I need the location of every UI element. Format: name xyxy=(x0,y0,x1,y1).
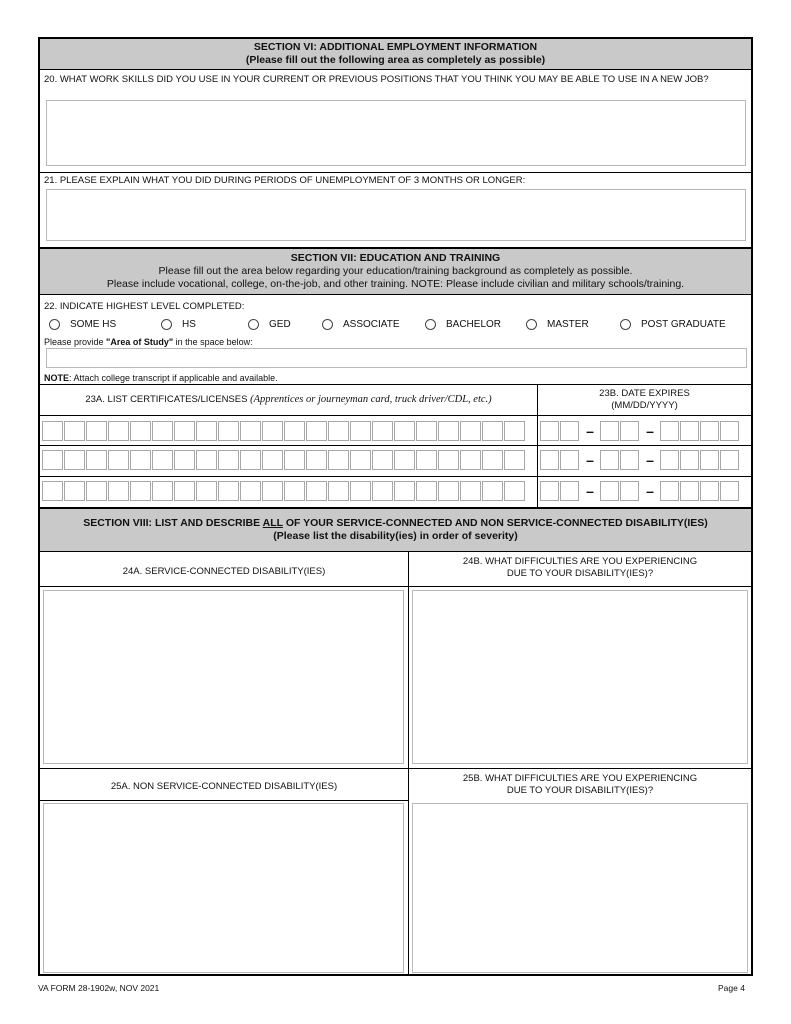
q21-label: 21. PLEASE EXPLAIN WHAT YOU DID DURING PERIODS OF UNEMPLOYMENT OF 3 MONTHS OR LONGER: xyxy=(44,175,526,186)
service-connected-disability-input[interactable] xyxy=(43,590,404,764)
day-digit-cell[interactable] xyxy=(620,481,639,501)
certificate-char-cell[interactable] xyxy=(130,421,151,441)
certificate-char-cell[interactable] xyxy=(350,421,371,441)
work-skills-input[interactable] xyxy=(46,100,746,166)
non-service-connected-disability-input[interactable] xyxy=(43,803,404,973)
year-digit-cell[interactable] xyxy=(720,421,739,441)
section8-subtitle: (Please list the disability(ies) in order of severity) xyxy=(273,530,518,542)
certificate-char-cell[interactable] xyxy=(86,481,107,501)
certificate-char-cell[interactable] xyxy=(328,450,349,470)
certificate-char-cell[interactable] xyxy=(86,450,107,470)
certificate-char-cell[interactable] xyxy=(174,421,195,441)
year-digit-cell[interactable] xyxy=(720,481,739,501)
certificate-char-cell[interactable] xyxy=(350,450,371,470)
section6-subtitle: (Please fill out the following area as completely as possible) xyxy=(245,54,546,66)
certificate-char-cell[interactable] xyxy=(504,481,525,501)
certificate-char-cell[interactable] xyxy=(218,481,239,501)
date-separator: – xyxy=(586,423,594,439)
month-digit-cell[interactable] xyxy=(560,421,579,441)
radio-master[interactable]: MASTER xyxy=(526,319,589,330)
section7-header xyxy=(40,249,751,294)
certificate-char-cell[interactable] xyxy=(218,450,239,470)
certificate-char-cell[interactable] xyxy=(262,481,283,501)
certificate-char-cell[interactable] xyxy=(284,421,305,441)
area-of-study-input[interactable] xyxy=(46,348,747,368)
certificate-row-3 xyxy=(42,481,526,501)
area-of-study-label: Please provide "Area of Study" in the space below: xyxy=(44,337,253,347)
form-page xyxy=(38,37,753,976)
date-separator: – xyxy=(646,452,654,468)
radio-circle-icon xyxy=(49,319,60,330)
radio-post-graduate[interactable]: POST GRADUATE xyxy=(620,319,726,330)
date-separator: – xyxy=(586,452,594,468)
section7-line2: Please include vocational, college, on-the-job, and other training. NOTE: Please include civilian and military schools/training. xyxy=(106,278,685,290)
day-digit-cell[interactable] xyxy=(600,421,619,441)
q22-label: 22. INDICATE HIGHEST LEVEL COMPLETED: xyxy=(44,301,245,312)
certificate-char-cell[interactable] xyxy=(262,450,283,470)
certificate-char-cell[interactable] xyxy=(328,421,349,441)
radio-circle-icon xyxy=(526,319,537,330)
section8-header xyxy=(40,509,751,551)
date-separator: – xyxy=(586,483,594,499)
certificate-char-cell[interactable] xyxy=(416,450,437,470)
date-expires-row-3 xyxy=(540,481,740,501)
certificate-char-cell[interactable] xyxy=(108,450,129,470)
certificate-char-cell[interactable] xyxy=(460,421,481,441)
date-expires-row-1 xyxy=(540,421,740,441)
certificate-char-cell[interactable] xyxy=(86,421,107,441)
year-digit-cell[interactable] xyxy=(660,450,679,470)
month-digit-cell[interactable] xyxy=(560,481,579,501)
radio-circle-icon xyxy=(161,319,172,330)
certificate-char-cell[interactable] xyxy=(130,450,151,470)
certificate-char-cell[interactable] xyxy=(240,421,261,441)
section8-title: SECTION VIII: LIST AND DESCRIBE ALL OF YOUR SERVICE-CONNECTED AND NON SERVICE-CONNECTED DISABILITY(IES) xyxy=(83,517,708,529)
date-separator: – xyxy=(646,423,654,439)
certificate-row-1 xyxy=(42,421,526,441)
certificate-char-cell[interactable] xyxy=(42,421,63,441)
radio-hs[interactable]: HS xyxy=(161,319,196,330)
certificate-char-cell[interactable] xyxy=(152,421,173,441)
month-digit-cell[interactable] xyxy=(540,481,559,501)
certificate-char-cell[interactable] xyxy=(152,450,173,470)
q23a-label: 23A. LIST CERTIFICATES/LICENSES (Apprentices or journeyman card, truck driver/CDL, etc.) xyxy=(85,394,492,405)
certificate-char-cell[interactable] xyxy=(108,421,129,441)
radio-associate[interactable]: ASSOCIATE xyxy=(322,319,400,330)
year-digit-cell[interactable] xyxy=(660,481,679,501)
certificate-char-cell[interactable] xyxy=(394,481,415,501)
day-digit-cell[interactable] xyxy=(600,481,619,501)
radio-ged[interactable]: GED xyxy=(248,319,291,330)
section6-title: SECTION VI: ADDITIONAL EMPLOYMENT INFORMATION xyxy=(253,41,538,53)
certificate-char-cell[interactable] xyxy=(416,481,437,501)
year-digit-cell[interactable] xyxy=(680,450,699,470)
certificate-char-cell[interactable] xyxy=(174,481,195,501)
unemployment-input[interactable] xyxy=(46,189,746,241)
year-digit-cell[interactable] xyxy=(660,421,679,441)
year-digit-cell[interactable] xyxy=(680,481,699,501)
certificate-char-cell[interactable] xyxy=(438,481,459,501)
month-digit-cell[interactable] xyxy=(540,450,559,470)
radio-circle-icon xyxy=(620,319,631,330)
certificate-char-cell[interactable] xyxy=(42,481,63,501)
certificate-char-cell[interactable] xyxy=(372,421,393,441)
certificate-char-cell[interactable] xyxy=(394,450,415,470)
certificate-char-cell[interactable] xyxy=(438,450,459,470)
radio-circle-icon xyxy=(248,319,259,330)
certificate-char-cell[interactable] xyxy=(240,450,261,470)
certificate-char-cell[interactable] xyxy=(196,421,217,441)
month-digit-cell[interactable] xyxy=(540,421,559,441)
certificate-char-cell[interactable] xyxy=(504,450,525,470)
certificate-char-cell[interactable] xyxy=(196,450,217,470)
certificate-char-cell[interactable] xyxy=(306,450,327,470)
certificate-char-cell[interactable] xyxy=(482,481,503,501)
certificate-char-cell[interactable] xyxy=(504,421,525,441)
certificate-char-cell[interactable] xyxy=(262,421,283,441)
day-digit-cell[interactable] xyxy=(620,421,639,441)
page-number: Page 4 xyxy=(718,983,745,993)
certificate-char-cell[interactable] xyxy=(42,450,63,470)
day-digit-cell[interactable] xyxy=(620,450,639,470)
radio-circle-icon xyxy=(322,319,333,330)
certificate-char-cell[interactable] xyxy=(130,481,151,501)
certificate-char-cell[interactable] xyxy=(460,481,481,501)
service-connected-difficulties-input[interactable] xyxy=(412,590,748,764)
certificate-char-cell[interactable] xyxy=(482,421,503,441)
q24a-label: 24A. SERVICE-CONNECTED DISABILITY(IES) xyxy=(122,566,326,577)
certificate-char-cell[interactable] xyxy=(306,421,327,441)
certificate-char-cell[interactable] xyxy=(64,421,85,441)
certificate-char-cell[interactable] xyxy=(174,450,195,470)
certificate-row-2 xyxy=(42,450,526,470)
certificate-char-cell[interactable] xyxy=(416,421,437,441)
year-digit-cell[interactable] xyxy=(700,450,719,470)
certificate-char-cell[interactable] xyxy=(284,481,305,501)
month-digit-cell[interactable] xyxy=(560,450,579,470)
certificate-char-cell[interactable] xyxy=(328,481,349,501)
education-level-options xyxy=(49,319,749,333)
certificate-char-cell[interactable] xyxy=(394,421,415,441)
certificate-char-cell[interactable] xyxy=(284,450,305,470)
form-id: VA FORM 28-1902w, NOV 2021 xyxy=(38,983,160,993)
certificate-char-cell[interactable] xyxy=(240,481,261,501)
certificate-char-cell[interactable] xyxy=(108,481,129,501)
section7-title: SECTION VII: EDUCATION AND TRAINING xyxy=(290,252,501,264)
certificate-char-cell[interactable] xyxy=(196,481,217,501)
q25a-label: 25A. NON SERVICE-CONNECTED DISABILITY(IES) xyxy=(110,781,338,792)
q23b-label: 23B. DATE EXPIRES (MM/DD/YYYY) xyxy=(599,388,690,411)
section7-line1: Please fill out the area below regarding your education/training background as completely as possible. xyxy=(158,265,633,277)
certificate-char-cell[interactable] xyxy=(350,481,371,501)
certificate-char-cell[interactable] xyxy=(482,450,503,470)
certificate-char-cell[interactable] xyxy=(152,481,173,501)
year-digit-cell[interactable] xyxy=(720,450,739,470)
radio-circle-icon xyxy=(425,319,436,330)
section6-header xyxy=(40,39,751,69)
day-digit-cell[interactable] xyxy=(600,450,619,470)
non-service-connected-difficulties-input[interactable] xyxy=(412,803,748,973)
certificate-char-cell[interactable] xyxy=(218,421,239,441)
certificate-char-cell[interactable] xyxy=(372,450,393,470)
year-digit-cell[interactable] xyxy=(700,481,719,501)
year-digit-cell[interactable] xyxy=(680,421,699,441)
certificate-char-cell[interactable] xyxy=(64,450,85,470)
certificate-char-cell[interactable] xyxy=(460,450,481,470)
year-digit-cell[interactable] xyxy=(700,421,719,441)
date-expires-row-2 xyxy=(540,450,740,470)
radio-some-hs[interactable]: SOME HS xyxy=(49,319,116,330)
transcript-note: NOTE: Attach college transcript if applicable and available. xyxy=(44,373,278,383)
radio-bachelor[interactable]: BACHELOR xyxy=(425,319,501,330)
q25b-label: 25B. WHAT DIFFICULTIES ARE YOU EXPERIENCING DUE TO YOUR DISABILITY(IES)? xyxy=(462,773,698,796)
certificate-char-cell[interactable] xyxy=(64,481,85,501)
q24b-label: 24B. WHAT DIFFICULTIES ARE YOU EXPERIENCING DUE TO YOUR DISABILITY(IES)? xyxy=(462,556,698,579)
q20-label: 20. WHAT WORK SKILLS DID YOU USE IN YOUR CURRENT OR PREVIOUS POSITIONS THAT YOU THINK YOU MAY BE ABLE TO USE IN A NEW JOB? xyxy=(44,74,709,85)
date-separator: – xyxy=(646,483,654,499)
certificate-char-cell[interactable] xyxy=(438,421,459,441)
certificate-char-cell[interactable] xyxy=(306,481,327,501)
certificate-char-cell[interactable] xyxy=(372,481,393,501)
